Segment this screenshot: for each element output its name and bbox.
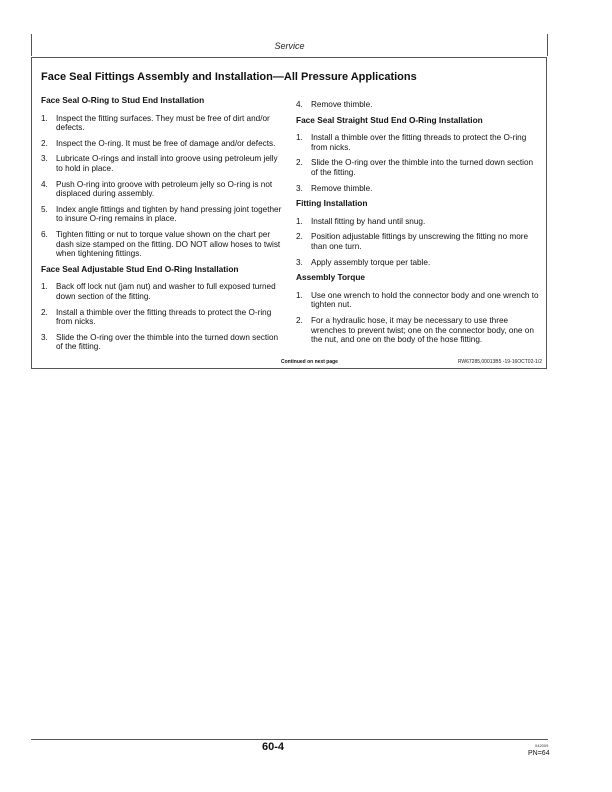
item-text: Inspect the fitting surfaces. They must be free of dirt and/or defects. bbox=[56, 113, 270, 133]
running-head: Service bbox=[274, 41, 305, 51]
item-number: 2. bbox=[41, 138, 48, 148]
item-text: Install a thimble over the fitting threads to protect the O-ring from nicks. bbox=[311, 133, 527, 152]
item-text: Install fitting by hand until snug. bbox=[311, 216, 426, 226]
item-text: Use one wrench to hold the connector body and one wrench to tighten nut. bbox=[311, 290, 539, 310]
item-number: 4. bbox=[296, 100, 303, 109]
item-text: Index angle fittings and tighten by hand pressing joint together to insure O-ring remains in place. bbox=[56, 204, 282, 224]
item-number: 6. bbox=[41, 229, 48, 239]
subheading: Face Seal Adjustable Stud End O-Ring Installation bbox=[41, 263, 239, 274]
item-number: 1. bbox=[296, 290, 303, 300]
list-item bbox=[41, 308, 286, 327]
list-item bbox=[296, 258, 542, 268]
item-number: 1. bbox=[41, 113, 48, 123]
item-text: Position adjustable fittings by unscrewing the fitting no more than one turn. bbox=[311, 232, 529, 251]
footer-rule bbox=[31, 739, 548, 740]
list-item bbox=[296, 232, 542, 251]
item-number: 4. bbox=[41, 179, 48, 189]
section-title: Face Seal Fittings Assembly and Installation—All Pressure Applications bbox=[41, 71, 417, 83]
item-text: Remove thimble. bbox=[311, 100, 373, 109]
list-item bbox=[296, 316, 542, 345]
item-number: 3. bbox=[41, 332, 48, 342]
item-number: 3. bbox=[296, 257, 303, 267]
item-text: Push O-ring into groove with petroleum jelly so O-ring is not displaced during assembly. bbox=[56, 179, 273, 199]
item-number: 2. bbox=[296, 158, 303, 168]
item-text: Apply assembly torque per table. bbox=[311, 257, 431, 267]
left-column bbox=[41, 96, 286, 358]
item-number: 3. bbox=[41, 154, 48, 164]
item-text: Remove thimble. bbox=[311, 183, 373, 193]
item-text: For a hydraulic hose, it may be necessary to use three wrenches to prevent twist; one on the connector body, one on the nut, and one on the body of the hose fitting. bbox=[311, 315, 534, 345]
item-text: Tighten fitting or nut to torque value shown on the chart per dash size stamped on the fitting. DO NOT allow hoses to twist when tightening fittings. bbox=[56, 229, 281, 259]
item-text: Lubricate O-rings and install into groove using petroleum jelly to hold in place. bbox=[56, 154, 278, 173]
item-number: 2. bbox=[296, 315, 303, 325]
item-number: 1. bbox=[41, 282, 48, 292]
item-text: Install a thimble over the fitting threads to protect the O-ring from nicks. bbox=[56, 307, 272, 327]
list-item bbox=[41, 180, 286, 199]
item-number: 2. bbox=[296, 232, 303, 242]
item-number: 3. bbox=[296, 183, 303, 193]
subheading: Fitting Installation bbox=[296, 198, 368, 209]
list-item bbox=[41, 154, 286, 173]
subheading: Assembly Torque bbox=[296, 272, 366, 283]
item-number: 1. bbox=[296, 133, 303, 143]
right-column bbox=[296, 100, 542, 351]
pn-label: PN=64 bbox=[528, 750, 550, 757]
list-item bbox=[41, 114, 286, 133]
list-item bbox=[296, 291, 542, 310]
document-reference: RW67285,00013B5 -19-16OCT02-1/2 bbox=[457, 359, 542, 365]
list-item bbox=[41, 230, 286, 259]
item-text: Back off lock nut (jam nut) and washer to full exposed turned down section of the fitting. bbox=[56, 282, 276, 301]
item-text: Slide the O-ring over the thimble into the turned down section of the fitting. bbox=[56, 332, 279, 352]
continued-note: Continued on next page bbox=[281, 359, 338, 365]
item-number: 1. bbox=[296, 216, 303, 226]
footer-code: 042009 bbox=[535, 743, 549, 748]
list-item bbox=[296, 158, 542, 177]
list-item bbox=[41, 139, 286, 149]
subheading: Face Seal Straight Stud End O-Ring Installation bbox=[296, 114, 483, 125]
list-item bbox=[296, 133, 542, 152]
list-item bbox=[296, 184, 542, 194]
list-item bbox=[296, 217, 542, 227]
item-text: Slide the O-ring over the thimble into the turned down section of the fitting. bbox=[311, 158, 534, 177]
list-item bbox=[41, 282, 286, 301]
list-item bbox=[41, 333, 286, 352]
item-number: 2. bbox=[41, 307, 48, 317]
item-number: 5. bbox=[41, 204, 48, 214]
page-number: 60-4 bbox=[262, 741, 285, 753]
list-item bbox=[296, 100, 542, 110]
item-text: Inspect the O-ring. It must be free of damage and/or defects. bbox=[56, 138, 276, 148]
subheading: Face Seal O-Ring to Stud End Installation bbox=[41, 95, 205, 105]
list-item bbox=[41, 205, 286, 224]
